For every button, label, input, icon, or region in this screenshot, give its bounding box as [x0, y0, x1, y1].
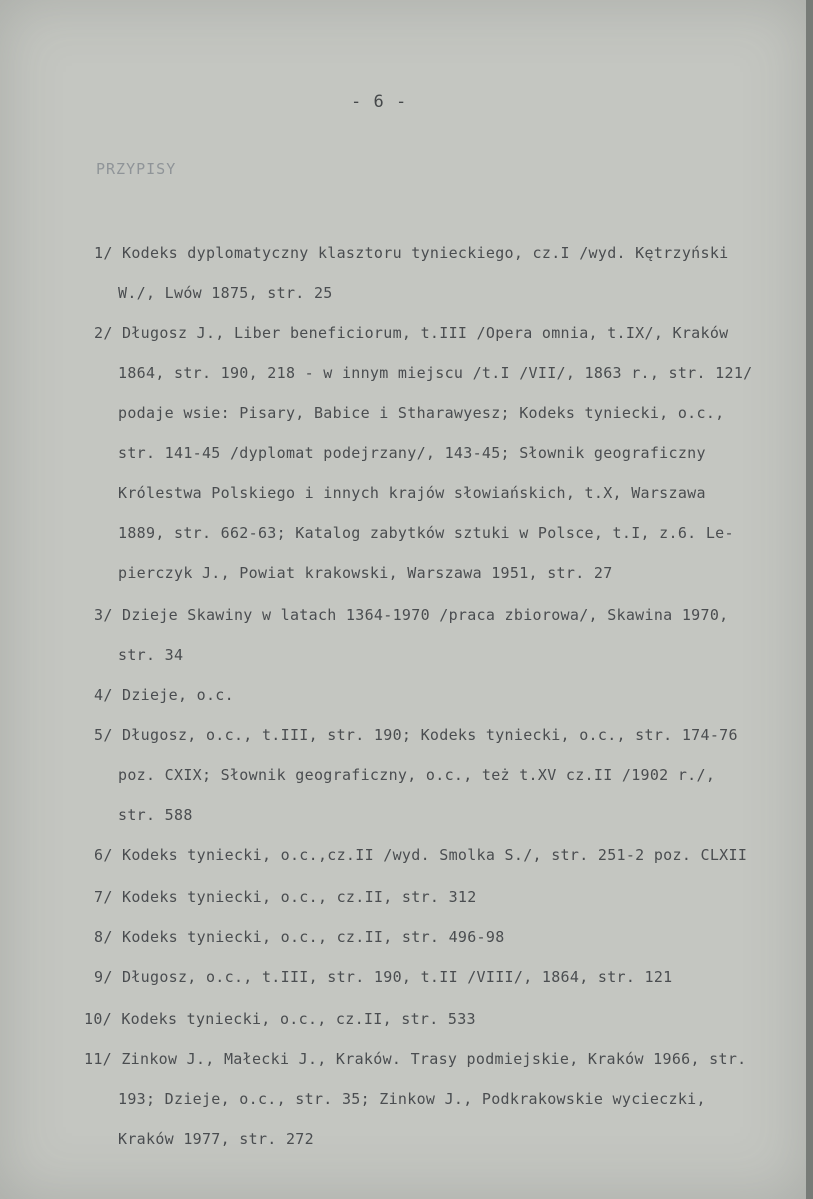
footnote-1-line-1: 1/ Kodeks dyplomatyczny klasztoru tynieckiego, cz.I /wyd. Kętrzyński: [94, 244, 729, 262]
footnote-6-line-1: 6/ Kodeks tyniecki, o.c.,cz.II /wyd. Smolka S./, str. 251-2 poz. CLXII: [94, 846, 748, 864]
footnote-8-line-1: 8/ Kodeks tyniecki, o.c., cz.II, str. 496-98: [94, 928, 505, 946]
footnote-2-line-6: 1889, str. 662-63; Katalog zabytków sztuki w Polsce, t.I, z.6. Le-: [118, 524, 734, 542]
section-heading: PRZYPISY: [96, 160, 177, 178]
footnote-1-line-2: W./, Lwów 1875, str. 25: [118, 284, 333, 302]
footnote-11-line-2: 193; Dzieje, o.c., str. 35; Zinkow J., Podkrakowskie wycieczki,: [118, 1090, 706, 1108]
footnote-4-line-1: 4/ Dzieje, o.c.: [94, 686, 234, 704]
footnote-3-line-1: 3/ Dzieje Skawiny w latach 1364-1970 /praca zbiorowa/, Skawina 1970,: [94, 606, 729, 624]
footnote-5-line-2: poz. CXIX; Słownik geograficzny, o.c., też t.XV cz.II /1902 r./,: [118, 766, 716, 784]
footnote-2-line-3: podaje wsie: Pisary, Babice i Stharawyesz; Kodeks tyniecki, o.c.,: [118, 404, 725, 422]
footnote-11-line-1: 11/ Zinkow J., Małecki J., Kraków. Trasy podmiejskie, Kraków 1966, str.: [84, 1050, 747, 1068]
footnote-2-line-7: pierczyk J., Powiat krakowski, Warszawa 1951, str. 27: [118, 564, 613, 582]
footnote-2-line-2: 1864, str. 190, 218 - w innym miejscu /t.I /VII/, 1863 r., str. 121/: [118, 364, 753, 382]
footnote-7-line-1: 7/ Kodeks tyniecki, o.c., cz.II, str. 312: [94, 888, 477, 906]
footnote-10-line-1: 10/ Kodeks tyniecki, o.c., cz.II, str. 533: [84, 1010, 476, 1028]
footnote-11-line-3: Kraków 1977, str. 272: [118, 1130, 314, 1148]
footnote-5-line-3: str. 588: [118, 806, 193, 824]
footnote-2-line-4: str. 141-45 /dyplomat podejrzany/, 143-45; Słownik geograficzny: [118, 444, 706, 462]
footnote-5-line-1: 5/ Długosz, o.c., t.III, str. 190; Kodeks tyniecki, o.c., str. 174-76: [94, 726, 738, 744]
footnote-3-line-2: str. 34: [118, 646, 184, 664]
footnote-9-line-1: 9/ Długosz, o.c., t.III, str. 190, t.II /VIII/, 1864, str. 121: [94, 968, 673, 986]
footnote-2-line-1: 2/ Długosz J., Liber beneficiorum, t.III /Opera omnia, t.IX/, Kraków: [94, 324, 729, 342]
page-edge: [806, 0, 813, 1199]
footnote-2-line-5: Królestwa Polskiego i innych krajów słowiańskich, t.X, Warszawa: [118, 484, 706, 502]
page-number: - 6 -: [351, 92, 408, 112]
